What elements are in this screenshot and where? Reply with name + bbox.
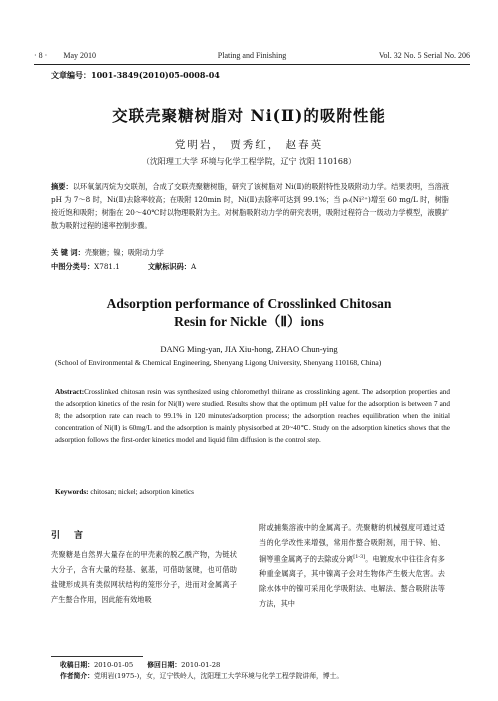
doc-code-value: A (190, 262, 197, 271)
intro-heading-char2: 言 (74, 531, 84, 541)
issue-date: May 2010 (63, 51, 96, 60)
author-bio-text: 党明岩(1975-)，女，辽宁铁岭人，沈阳理工大学环境与化学工程学院讲师，博士。 (93, 672, 344, 680)
title-en-line2: Resin for Nickle（Ⅱ）ions (174, 314, 324, 329)
revised-label: 修回日期： (147, 661, 182, 669)
abstract-en-label: Abstract: (55, 388, 85, 396)
title-chinese: 交联壳聚糖树脂对 Ni(Ⅱ)的吸附性能 (112, 106, 386, 125)
abstract-cn-label: 摘要： (51, 182, 73, 191)
title-english (0, 295, 498, 331)
body-right-text-a: 附或捕集溶液中的金属离子。壳聚糖的机械强度可通过适当的化学改性来增强，常用作螯合吸附剂，用于锌、铂、铜等重金属离子的去除或分离 (259, 523, 445, 564)
keywords-chinese (51, 248, 164, 258)
page-number: · 8 · (34, 51, 48, 60)
footnote-author (60, 670, 343, 680)
header-rule (34, 64, 470, 65)
article-number-value: 1001-3849(2010)05-0008-04 (91, 70, 220, 80)
abstract-english (55, 386, 450, 446)
affiliation-chinese: （沈阳理工大学 环境与化学工程学院，辽宁 沈阳 110168） (141, 157, 357, 166)
article-number-label: 文章编号： (51, 70, 91, 80)
body-right-text-b: 。电镀废水中往往含有多种重金属离子，其中镍离子会对生物体产生极大危害。去除水体中的镍可采用化学吸附法、电解法、螯合吸附法等方法，其中 (259, 554, 445, 609)
keywords-en-text: chitosan; nickel; adsorption kinetics (90, 488, 194, 496)
affiliation-english: (School of Environmental & Chemical Engineering, Shenyang Ligong University, Shenyang 110168, China) (55, 358, 382, 367)
journal-name: Plating and Finishing (217, 51, 287, 60)
received-label: 收稿日期： (60, 661, 94, 669)
citation-ref: [1-3] (353, 554, 366, 560)
section-heading-intro (51, 528, 83, 541)
abstract-cn-text: 以环氧氯丙烷为交联剂，合成了交联壳聚糖树脂，研究了该树脂对 Ni(Ⅱ)的吸附特性及吸附动力学。结果表明，当溶液 pH 为 7～8 时，Ni(Ⅱ)去除率较高；在吸附 120min 时，Ni(Ⅱ)去除率可达到 99.1%；当 ρ₀(Ni²⁺)增至 60 mg/L 时，树脂接近饱和吸附；树脂在 20～40℃时以物理吸附为主。对树脂吸附动力学的研究表明，吸附过程符合一级动力学模型，液膜扩散为吸附过程的速率控制步骤。 (51, 182, 449, 230)
keywords-cn-label: 关 键 词： (51, 248, 85, 257)
footnote-rule (51, 656, 143, 657)
abstract-chinese (51, 180, 449, 232)
keywords-english (55, 488, 194, 496)
intro-heading-char1: 引 (51, 531, 61, 541)
doc-code-label: 文献标识码： (147, 262, 191, 271)
authors-english: DANG Ming-yan, JIA Xiu-hong, ZHAO Chun-ying (160, 344, 338, 354)
running-header (34, 51, 470, 63)
body-column-left: 壳聚糖是自然界大量存在的甲壳素的脱乙酰产物，为链状大分子，含有大量的羟基、氨基，可借助氢键，也可借助盐键形成具有类似网状结构的笼形分子，进而对金属离子产生螯合作用，因此能有效地吸 (51, 550, 237, 604)
keywords-cn-text: 壳聚糖；镍；吸附动力学 (84, 248, 164, 257)
footnote-dates (60, 659, 220, 669)
article-number (51, 70, 220, 81)
received-date: 2010-01-05 (93, 661, 134, 669)
author-bio-label: 作者简介： (60, 672, 94, 680)
authors-chinese: 党明岩， 贾秀红， 赵春英 (174, 139, 324, 151)
body-column-right (259, 520, 445, 611)
volume-info: Vol. 32 No. 5 Serial No. 206 (378, 51, 470, 60)
classification-line (51, 262, 196, 272)
classification-label: 中图分类号： (51, 262, 95, 271)
title-en-line1: Adsorption performance of Crosslinked Chitosan (106, 296, 392, 311)
revised-date: 2010-01-28 (181, 661, 221, 669)
abstract-en-text: Crosslinked chitosan resin was synthesized using chloromethyl thiirane as crosslinking agent. The adsorption properties and the adsorption kinetics of the resin for Ni(Ⅱ) were studied. Results show that the optimum pH value for the adsorption is between 7 and 8; the adsorption rate can reach to 99.1% in 120 minutes'adsorption process; the adsorption reaches equilibration when the initial concentration of Ni(Ⅱ) is 60mg/L and the adsorption is mainly physisorbed at 20~40℃. Study on the adsorption kinetics shows that the adsorption follows the first-order kinetics model and liquid film diffusion is the control step. (55, 388, 450, 444)
classification-value: X781.1 (94, 262, 120, 271)
keywords-en-label: Keywords: (55, 488, 89, 496)
